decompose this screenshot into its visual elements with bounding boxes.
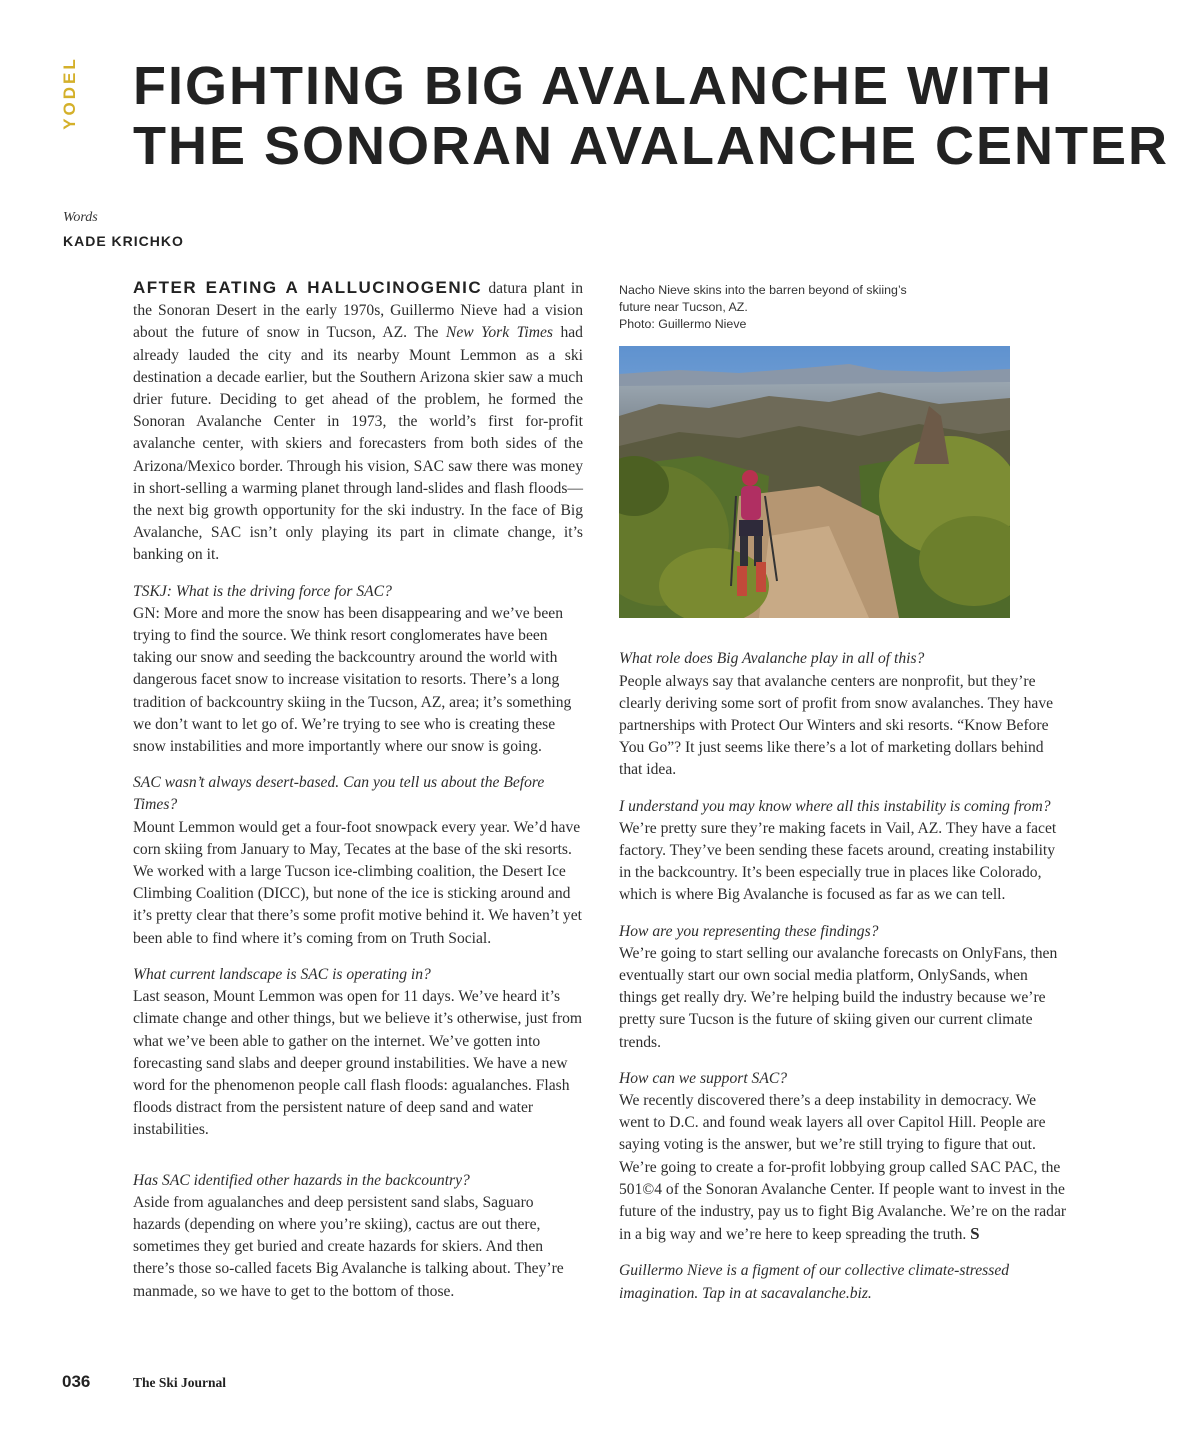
end-mark-icon: S (970, 1224, 980, 1244)
qa-block (133, 1170, 583, 1303)
question: TSKJ: What is the driving force for SAC? (133, 582, 392, 600)
answer: Last season, Mount Lemmon was open for 11 days. We’ve heard it’s climate change and other things, but we believe it’s otherwise, just from what we’ve been able to gather on the internet. We’ve gotten into forecasting sand slabs and deeper ground instabilities. We have a new word for the phenomenon people call flash floods: agualanches. Flash floods distract from the persistent nature of deep sand and water instabilities. (133, 988, 583, 1139)
publication-name: The Ski Journal (133, 1375, 227, 1390)
intro-paragraph (133, 277, 583, 567)
question: SAC wasn’t always desert-based. Can you tell us about the Before Times? (133, 774, 545, 814)
question: Has SAC identified other hazards in the backcountry? (133, 1171, 470, 1189)
qa-block (619, 921, 1069, 1054)
caption-line: future near Tucson, AZ. (619, 299, 748, 314)
caption-line: Nacho Nieve skins into the barren beyond of skiing’s (619, 283, 907, 297)
section-tag-label: YODEL (60, 56, 79, 130)
answer: People always say that avalanche centers are nonprofit, but they’re clearly deriving some sort of profit from snow avalanches. They have partnerships with Protect Our Winters and ski resorts. “Know Before You Go”? It just seems like there’s a lot of marketing dollars behind that idea. (619, 672, 1054, 779)
headline (133, 56, 1173, 176)
answer: Mount Lemmon would get a four-foot snowpack every year. We’d have corn skiing from January to May, Tecates at the base of the ski resorts. We worked with a large Tucson ice-climbing coalition, the Desert Ice Climbing Coalition (DICC), but none of the ice is sticking around and it’s pretty clear that there’s some profit motive behind it. We haven’t yet been able to find where it’s coming from on Truth Social. (133, 818, 582, 947)
page-number: 036 (62, 1372, 91, 1391)
intro-publication: New York Times (445, 324, 553, 342)
headline-line-1: FIGHTING BIG AVALANCHE WITH (133, 56, 1053, 116)
author-bio: Guillermo Nieve is a figment of our collective climate-stressed imagination. Tap in at sacavalanche.biz. (619, 1262, 1010, 1302)
question: How are you representing these findings? (619, 922, 879, 940)
qa-block (133, 772, 583, 950)
qa-block (133, 581, 583, 759)
answer: We’re going to start selling our avalanche forecasts on OnlyFans, then eventually start our own social media platform, OnlySands, when things get really dry. We’re helping build the industry because we’re pretty sure Tucson is the future of skiing given our current climate trends. (619, 944, 1058, 1051)
photo-caption (619, 282, 959, 332)
byline-label: Words (63, 210, 98, 225)
answer: GN: More and more the snow has been disappearing and we’ve been trying to find the source. We think resort conglomerates have been taking our snow and seeding the backcountry around the world with dangerous facet snow to increase visitation to resorts. There’s a long tradition of backcountry skiing in the Tucson, AZ, area; it’s something we don’t want to let go of. We’re trying to see who is creating these snow instabilities and more importantly where our snow is going. (133, 604, 572, 756)
byline-author: KADE KRICHKO (63, 233, 184, 249)
headline-line-2: THE SONORAN AVALANCHE CENTER (133, 116, 1170, 176)
question: What current landscape is SAC is operating in? (133, 965, 431, 983)
skier-photo (619, 346, 1010, 618)
answer: We recently discovered there’s a deep instability in democracy. We went to D.C. and found weak layers all over Capitol Hill. People are saying voting is the answer, but we’re still trying to figure that out. We’re going to create a for-profit lobbying group called SAC PAC, the 501©4 of the Sonoran Avalanche Center. If people want to invest in the future of the industry, pay us to fight Big Avalanche. We’re on the radar in a big way and we’re here to keep spreading the truth. (619, 1092, 1067, 1244)
caption-credit: Photo: Guillermo Nieve (619, 316, 747, 331)
intro-text-1: datura plant in the Sonoran Desert in the early 1970s, Guillermo Nieve had a vision about the future of snow in Tucson, AZ. The (133, 280, 583, 342)
question: How can we support SAC? (619, 1069, 788, 1087)
qa-block (619, 648, 1069, 781)
question: What role does Big Avalanche play in all of this? (619, 650, 925, 668)
section-tag (48, 56, 92, 130)
qa-block (133, 964, 583, 1142)
answer: We’re pretty sure they’re making facets in Vail, AZ. They have a facet factory. They’ve been sending these facets around, creating instability in the backcountry. It’s been especially true in places like Colorado, which is where Big Avalanche is focused as far as we can tell. (619, 819, 1057, 904)
right-column (619, 277, 1069, 1305)
left-column (133, 277, 583, 1317)
question: I understand you may know where all this instability is coming from? (619, 797, 1051, 815)
qa-block (619, 1068, 1069, 1247)
intro-lead-in: AFTER EATING A HALLUCINOGENIC (133, 278, 483, 297)
qa-block (619, 796, 1069, 907)
intro-text-2: had already lauded the city and its nearby Mount Lemmon as a ski destination a decade earlier, but the Southern Arizona skier saw a much drier future. Deciding to get ahead of the problem, he formed the Sonoran Avalanche Center in 1973, the world’s first for-profit avalanche center, with skiers and forecasters from both sides of the Arizona/Mexico border. Through his vision, SAC saw there was money in short-selling a warming planet through land-slides and flash floods—the next big growth opportunity for the ski industry. In the face of Big Avalanche, SAC isn’t only playing its part in climate change, it’s banking on it. (133, 324, 583, 564)
answer: Aside from agualanches and deep persistent sand slabs, Saguaro hazards (depending on where you’re skiing), cactus are out there, sometimes they get buried and create hazards for skiers. And then there’s those so-called facets Big Avalanche is talking about. They’re manmade, so we have to get to the bottom of those. (133, 1193, 564, 1300)
